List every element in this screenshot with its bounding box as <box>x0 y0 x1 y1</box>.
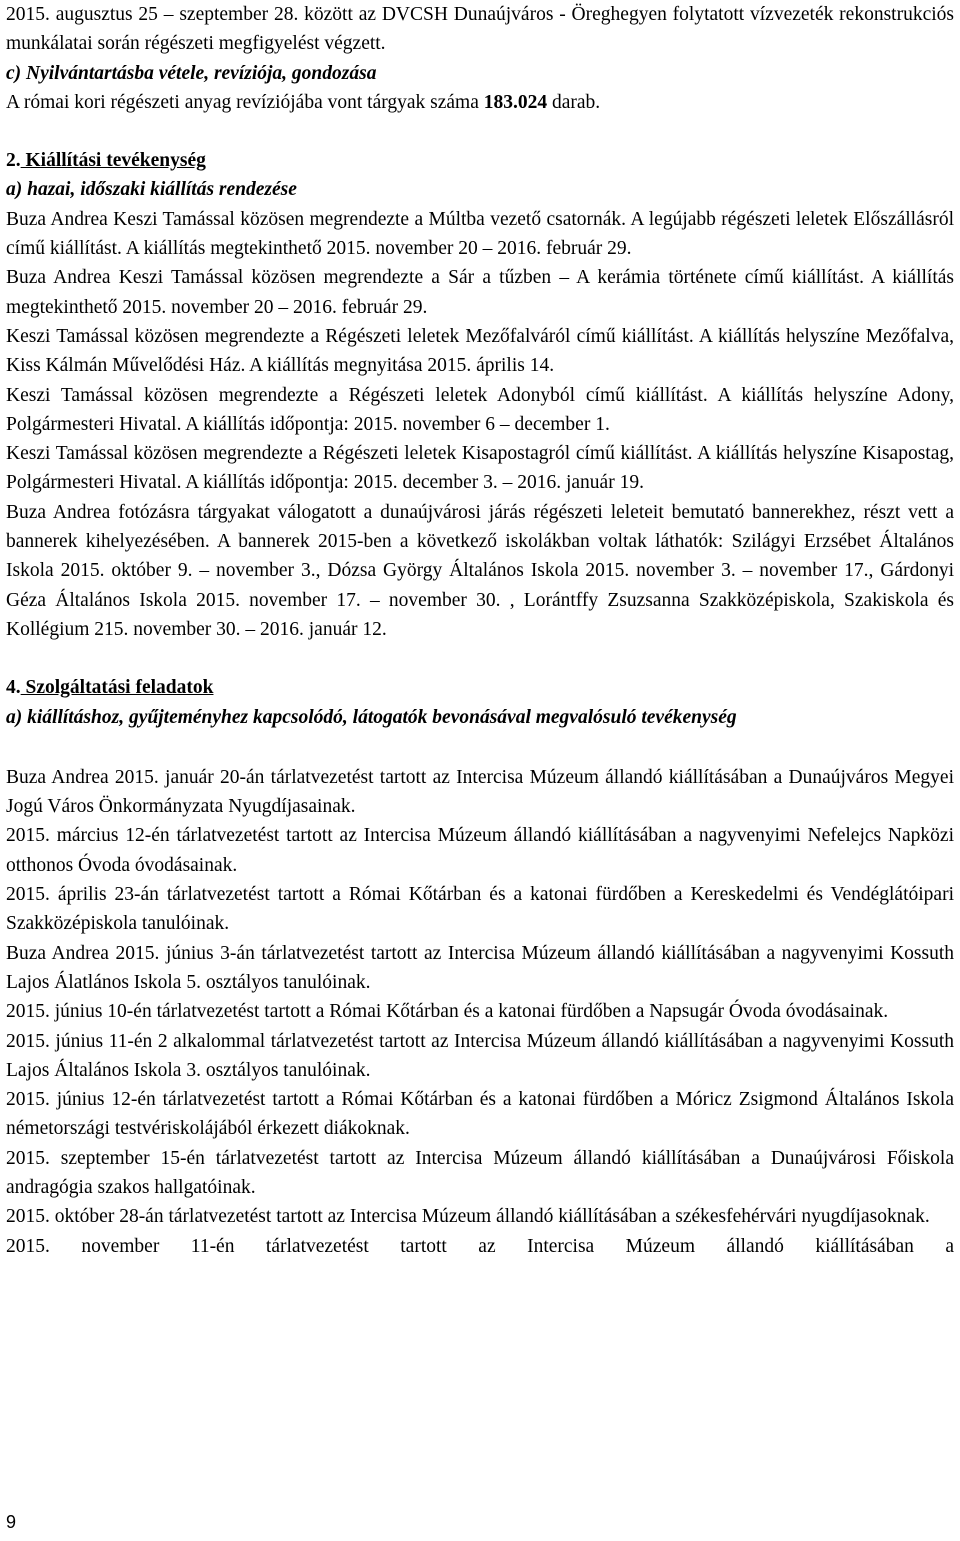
document-page <box>6 0 954 1261</box>
guided-tour-paragraph: 2015. június 10-én tárlatvezetést tartott a Római Kőtárban és a katonai fürdőben a Napsugár Óvoda óvodásainak. <box>6 1001 889 1023</box>
guided-tour-paragraph: 2015. március 12-én tárlatvezetést tartott az Intercisa Múzeum állandó kiállításában a nagyvenyimi Nefelejcs Napközi otthonos Óvoda óvodásainak. <box>6 825 954 876</box>
page-number: 9 <box>6 1512 17 1532</box>
section-2-title: Kiállítási tevékenység <box>20 150 206 172</box>
section-4-heading <box>6 673 954 702</box>
guided-tour-paragraph: 2015. április 23-án tárlatvezetést tartott a Római Kőtárban és a katonai fürdőben a Kereskedelmi és Vendéglátóipari Szakközépiskola tanulóinak. <box>6 884 954 935</box>
revision-paragraph <box>6 88 954 117</box>
exhibition-paragraph: Buza Andrea Keszi Tamással közösen megrendezte a Múltba vezető csatornák. A legújabb régészeti leletek Előszállásról című kiállítást. A kiállítás megtekinthető 2015. november 20 – 2016. február 29. <box>6 208 954 260</box>
section-4-title: Szolgáltatási feladatok <box>20 677 214 699</box>
exhibition-paragraph: Buza Andrea Keszi Tamással közösen megrendezte a Sár a tűzben – A kerámia története című kiállítást. A kiállítás megtekinthető 2015. november 20 – 2016. február 29. <box>6 267 954 318</box>
revision-count: 183.024 <box>483 91 548 113</box>
revision-text: A római kori régészeti anyag revíziójába vont tárgyak száma <box>6 91 484 113</box>
banner-paragraph: Buza Andrea fotózásra tárgyakat válogatott a dunaújvárosi járás régészeti leleteit bemutató bannerekhez, részt vett a bannerek kihelyezésében. A bannerek 2015-ben a következő iskolákban voltak láthatók: Szilágyi Erzsébet Általános Iskola 2015. október 9. – november 3., Dózsa György Általános Iskola 2015. november 3. – november 17., Gárdonyi Géza Általános Iskola 2015. november 17. – november 30. , Lorántffy Zsuzsanna Szakközépiskola, Szakiskola és Kollégium 215. november 30. – 2016. január 12. <box>6 501 954 640</box>
guided-tour-paragraph: 2015. november 11-én tárlatvezetést tartott az Intercisa Múzeum állandó kiállításában a <box>6 1235 954 1257</box>
guided-tour-paragraph: 2015. október 28-án tárlatvezetést tartott az Intercisa Múzeum állandó kiállításában a székesfehérvári nyugdíjasoknak. <box>6 1206 930 1228</box>
section-4-subheading-a: a) kiállításhoz, gyűjteményhez kapcsolódó, látogatók bevonásával megvalósuló tevékenység <box>6 706 737 728</box>
subheading-c: c) Nyilvántartásba vétele, revíziója, gondozása <box>6 62 377 84</box>
section-4-number: 4. <box>6 677 21 699</box>
guided-tour-paragraph: Buza Andrea 2015. június 3-án tárlatvezetést tartott az Intercisa Múzeum állandó kiállításában a nagyvenyimi Kossuth Lajos Álatlános Iskola 5. osztályos tanulóinak. <box>6 942 954 993</box>
section-2-number: 2. <box>6 150 21 172</box>
exhibition-paragraph: Keszi Tamással közösen megrendezte a Régészeti leletek Adonyból című kiállítást. A kiállítás helyszíne Adony, Polgármesteri Hivatal. A kiállítás időpontja: 2015. november 6 – december 1. <box>6 384 954 435</box>
revision-unit: darab. <box>547 91 601 113</box>
guided-tour-paragraph: Buza Andrea 2015. január 20-án tárlatvezetést tartott az Intercisa Múzeum állandó kiállításában a Dunaújváros Megyei Jogú Város Önkormányzata Nyugdíjasainak. <box>6 766 954 818</box>
section-2-subheading-a: a) hazai, időszaki kiállítás rendezése <box>6 179 297 201</box>
intro-paragraph: 2015. augusztus 25 – szeptember 28. között az DVCSH Dunaújváros - Öreghegyen folytatott vízvezeték rekonstrukciós munkálatai során régészeti megfigyelést végzett. <box>6 4 954 55</box>
exhibition-paragraph: Keszi Tamással közösen megrendezte a Régészeti leletek Mezőfalváról című kiállítást. A kiállítás helyszíne Mezőfalva, Kiss Kálmán Művelődési Ház. A kiállítás megnyitása 2015. április 14. <box>6 325 954 377</box>
section-2-heading <box>6 146 954 175</box>
guided-tour-paragraph: 2015. június 12-én tárlatvezetést tartott a Római Kőtárban és a katonai fürdőben a Móricz Zsigmond Általános Iskola németországi testvériskolájából érkezett diákoknak. <box>6 1089 954 1140</box>
guided-tour-paragraph: 2015. június 11-én 2 alkalommal tárlatvezetést tartott az Intercisa Múzeum állandó kiállításában a nagyvenyimi Kossuth Lajos Általános Iskola 3. osztályos tanulóinak. <box>6 1030 954 1081</box>
guided-tour-paragraph: 2015. szeptember 15-én tárlatvezetést tartott az Intercisa Múzeum állandó kiállításában a Dunaújvárosi Főiskola andragógia szakos hallgatóinak. <box>6 1147 954 1198</box>
exhibition-paragraph: Keszi Tamással közösen megrendezte a Régészeti leletek Kisapostagról című kiállítást. A kiállítás helyszíne Kisapostag, Polgármesteri Hivatal. A kiállítás időpontja: 2015. december 3. – 2016. január 19. <box>6 443 954 494</box>
